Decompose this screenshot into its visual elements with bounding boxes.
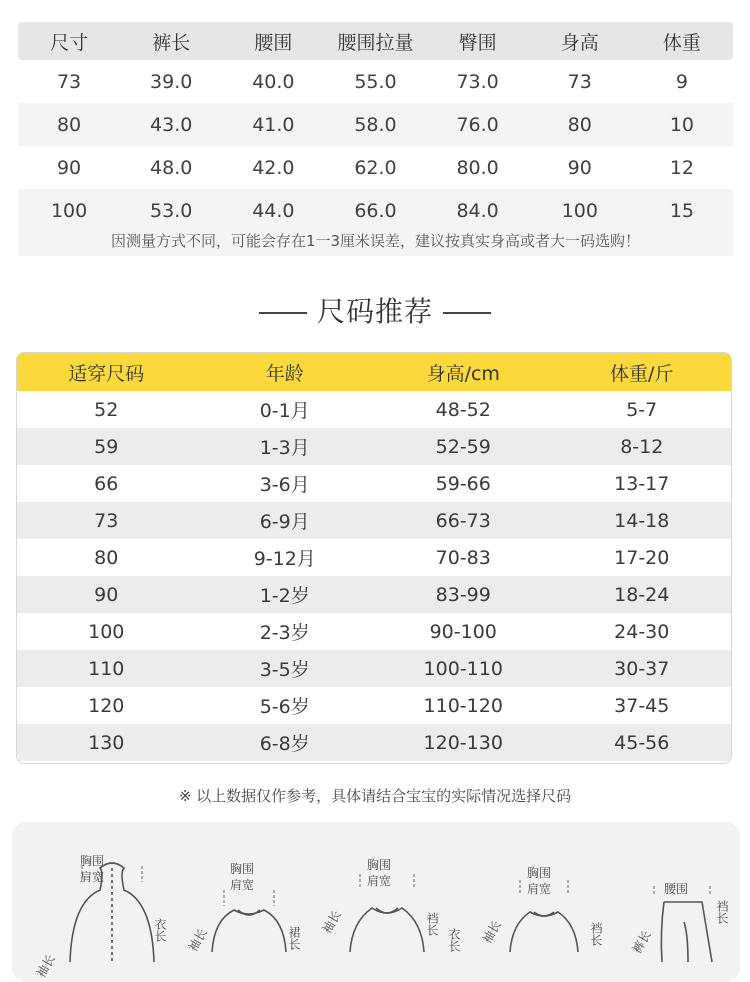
recommend-cell: 90 bbox=[94, 583, 119, 606]
recommend-cell: 70-83 bbox=[435, 546, 491, 569]
recommend-cell: 80 bbox=[94, 546, 119, 569]
recommend-table-row bbox=[17, 650, 731, 687]
crotch-length-label: 裆长 bbox=[589, 922, 603, 946]
shoulder-label: 肩宽 bbox=[527, 882, 552, 896]
pants-length-label: 裤长 bbox=[629, 928, 654, 956]
sleeve-label: 袖长 bbox=[33, 952, 58, 980]
sweatshirt-outline bbox=[212, 910, 286, 952]
recommend-cell: 37-45 bbox=[614, 694, 670, 717]
garment-length-label: 衣长 bbox=[153, 918, 167, 942]
recommend-cell: 8-12 bbox=[620, 435, 664, 458]
size-cell: 73.0 bbox=[456, 70, 499, 93]
crotch-length-label: 裆长 bbox=[425, 912, 439, 936]
size-cell: 80.0 bbox=[456, 156, 499, 179]
recommend-cell: 1-3月 bbox=[259, 437, 310, 459]
chest-label: 胸围 bbox=[367, 858, 392, 872]
size-cell: 80 bbox=[567, 113, 592, 136]
recommend-cell: 59-66 bbox=[435, 472, 491, 495]
recommend-table-row bbox=[17, 465, 731, 502]
size-header-cell: 腰围 bbox=[254, 31, 293, 54]
recommend-cell: 100-110 bbox=[423, 657, 503, 680]
size-table bbox=[18, 22, 733, 256]
recommend-note: ※ 以上数据仅作参考，具体请结合宝宝的实际情况选择尺码 bbox=[178, 787, 572, 805]
chest-label: 胸围 bbox=[527, 866, 552, 880]
recommend-cell: 5-7 bbox=[626, 398, 658, 421]
size-cell: 41.0 bbox=[252, 113, 295, 136]
sleeve-label: 袖长 bbox=[479, 918, 504, 946]
recommend-cell: 66 bbox=[94, 472, 119, 495]
bodysuit-outline bbox=[510, 912, 578, 952]
size-cell: 15 bbox=[669, 199, 694, 222]
recommend-cell: 17-20 bbox=[614, 546, 670, 569]
recommend-table-row bbox=[17, 391, 731, 428]
recommend-header-cell: 年龄 bbox=[265, 362, 304, 385]
recommend-table-row bbox=[17, 613, 731, 650]
size-cell: 44.0 bbox=[252, 199, 295, 222]
recommend-cell: 66-73 bbox=[435, 509, 491, 532]
size-table-row bbox=[18, 103, 733, 146]
recommend-table-row bbox=[17, 539, 731, 576]
recommend-table-row bbox=[17, 576, 731, 613]
skirt-length-label: 裙长 bbox=[287, 926, 301, 950]
recommend-heading bbox=[0, 290, 750, 330]
size-cell: 84.0 bbox=[456, 199, 499, 222]
size-table-note: 因测量方式不同，可能会存在1一3厘米误差，建议按真实身高或者大一码选购！ bbox=[18, 226, 733, 256]
size-cell: 73 bbox=[567, 70, 592, 93]
size-cell: 58.0 bbox=[354, 113, 397, 136]
size-cell: 76.0 bbox=[456, 113, 499, 136]
romper-outline bbox=[350, 908, 424, 952]
recommend-cell: 45-56 bbox=[614, 731, 670, 754]
size-cell: 73 bbox=[56, 70, 82, 93]
recommend-cell: 83-99 bbox=[435, 583, 491, 606]
recommend-cell: 13-17 bbox=[614, 472, 670, 495]
size-header-cell: 腰围拉量 bbox=[337, 31, 414, 54]
size-cell: 100 bbox=[50, 199, 88, 222]
recommend-table-header bbox=[17, 353, 731, 391]
size-cell: 55.0 bbox=[354, 70, 397, 93]
recommend-cell: 52 bbox=[94, 398, 119, 421]
recommend-heading-text: 尺码推荐 bbox=[316, 295, 433, 328]
shoulder-label: 肩宽 bbox=[230, 878, 255, 892]
recommend-cell: 130 bbox=[88, 731, 125, 754]
size-cell: 39.0 bbox=[150, 70, 193, 93]
recommend-cell: 24-30 bbox=[614, 620, 670, 643]
pants-outline bbox=[661, 902, 712, 962]
recommend-cell: 48-52 bbox=[435, 398, 491, 421]
recommend-cell: 14-18 bbox=[614, 509, 670, 532]
recommend-cell: 30-37 bbox=[614, 657, 670, 680]
crotch-length-label: 裆长 bbox=[715, 900, 729, 924]
recommend-cell: 100 bbox=[88, 620, 125, 643]
chest-label: 胸围 bbox=[230, 862, 255, 876]
measurement-diagram-panel bbox=[12, 822, 740, 982]
recommend-cell: 110-120 bbox=[423, 694, 503, 717]
sleeve-label: 袖长 bbox=[319, 908, 344, 936]
recommend-table bbox=[16, 352, 732, 764]
recommend-cell: 6-8岁 bbox=[259, 733, 310, 755]
size-cell: 12 bbox=[669, 156, 694, 179]
recommend-cell: 18-24 bbox=[614, 583, 670, 606]
shoulder-label: 肩宽 bbox=[367, 874, 392, 888]
size-cell: 43.0 bbox=[150, 113, 193, 136]
heading-dash-left bbox=[259, 312, 307, 314]
size-header-cell: 体重 bbox=[662, 31, 701, 54]
size-cell: 42.0 bbox=[252, 156, 295, 179]
size-header-cell: 尺寸 bbox=[50, 31, 89, 54]
recommend-table-row bbox=[17, 428, 731, 465]
size-cell: 80 bbox=[56, 113, 82, 136]
recommend-cell: 5-6岁 bbox=[259, 696, 310, 718]
size-cell: 9 bbox=[675, 70, 688, 93]
garment-length-label: 衣长 bbox=[447, 928, 461, 952]
recommend-cell: 3-5岁 bbox=[259, 659, 310, 681]
size-cell: 90 bbox=[567, 156, 592, 179]
recommend-cell: 110 bbox=[88, 657, 125, 680]
sleeve-label: 袖长 bbox=[185, 926, 210, 954]
recommend-cell: 90-100 bbox=[429, 620, 497, 643]
recommend-cell: 52-59 bbox=[435, 435, 491, 458]
chest-label: 胸围 bbox=[80, 854, 105, 868]
size-header-cell: 裤长 bbox=[152, 31, 191, 54]
size-cell: 90 bbox=[56, 156, 82, 179]
size-cell: 10 bbox=[669, 113, 694, 136]
size-table-header bbox=[18, 22, 733, 60]
recommend-cell: 1-2岁 bbox=[259, 585, 310, 607]
recommend-cell: 120-130 bbox=[423, 731, 503, 754]
heading-dash-right bbox=[443, 312, 491, 314]
recommend-table-row bbox=[17, 687, 731, 724]
recommend-table-row bbox=[17, 502, 731, 539]
recommend-cell: 0-1月 bbox=[259, 400, 310, 422]
size-header-cell: 臀围 bbox=[458, 31, 497, 54]
size-cell: 53.0 bbox=[150, 199, 193, 222]
recommend-header-cell: 适穿尺码 bbox=[68, 362, 145, 385]
size-cell: 100 bbox=[561, 199, 598, 222]
recommend-cell: 120 bbox=[88, 694, 125, 717]
recommend-cell: 59 bbox=[94, 435, 119, 458]
size-cell: 40.0 bbox=[252, 70, 295, 93]
recommend-cell: 3-6月 bbox=[259, 474, 310, 496]
recommend-table-row bbox=[17, 724, 731, 761]
size-header-cell: 身高 bbox=[560, 31, 599, 54]
size-table-row bbox=[18, 60, 733, 103]
recommend-cell: 73 bbox=[94, 509, 119, 532]
shoulder-label: 肩宽 bbox=[80, 870, 105, 884]
size-cell: 66.0 bbox=[354, 199, 397, 222]
recommend-header-cell: 身高/cm bbox=[426, 362, 500, 385]
recommend-cell: 6-9月 bbox=[259, 511, 310, 533]
size-cell: 48.0 bbox=[150, 156, 193, 179]
recommend-cell: 9-12月 bbox=[253, 548, 316, 570]
recommend-cell: 2-3岁 bbox=[259, 622, 310, 644]
size-cell: 62.0 bbox=[354, 156, 397, 179]
size-table-row bbox=[18, 146, 733, 189]
waist-label: 腰围 bbox=[664, 882, 689, 896]
recommend-header-cell: 体重/斤 bbox=[610, 362, 674, 385]
garment-outlines bbox=[12, 822, 740, 982]
